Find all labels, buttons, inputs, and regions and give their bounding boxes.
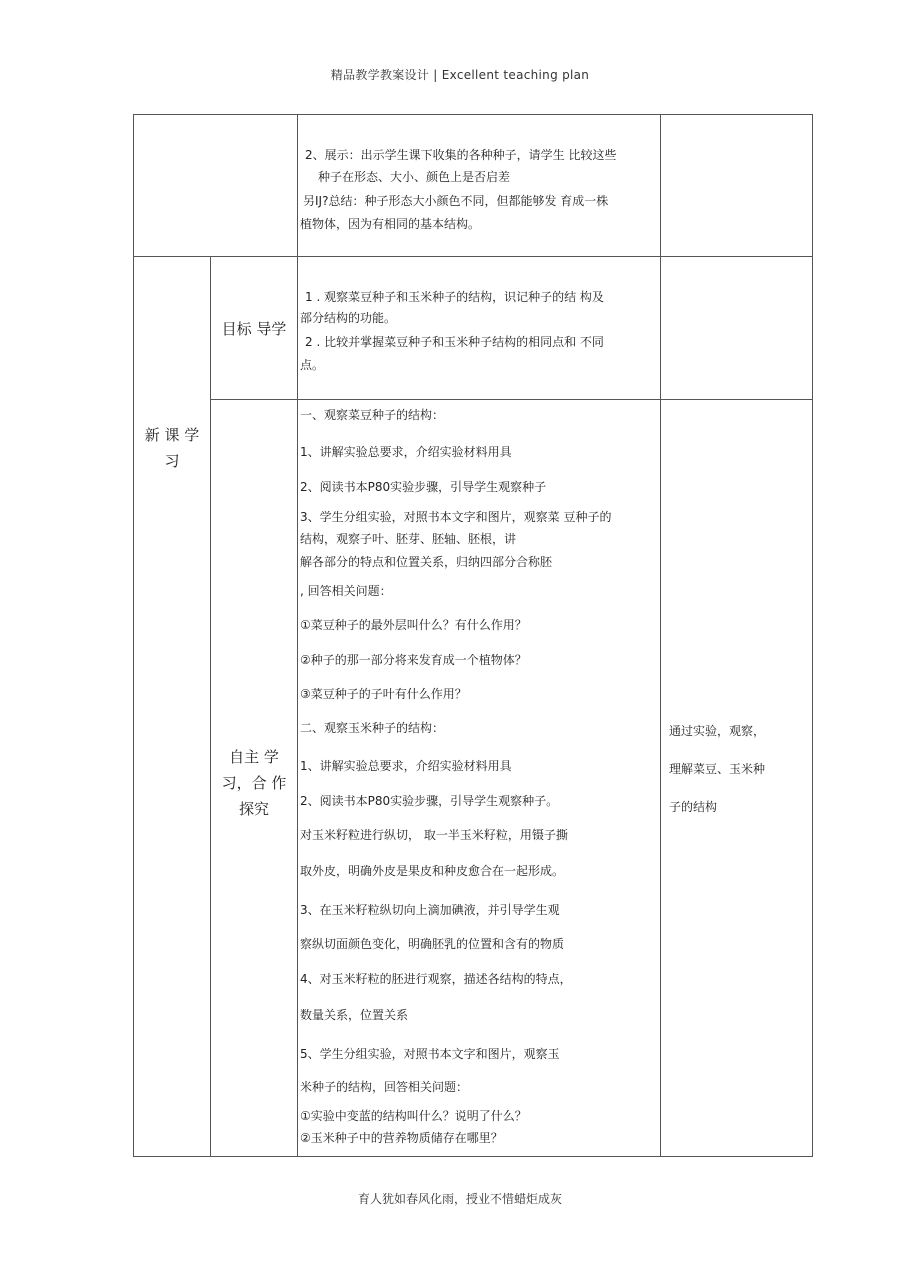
row3-note-line-1: 通过实验，观察，	[669, 724, 766, 738]
row3-line: ③菜豆种子的子叶有什么作用？	[300, 687, 467, 701]
row3-line: 结构，观察子叶、胚芽、胚轴、胚根，讲	[300, 532, 517, 546]
row3-label-line-2: 习，合 作	[221, 774, 287, 792]
row3-line: ②种子的那一部分将来发育成一个植物体？	[300, 653, 527, 667]
row3-line: 4、对玉米籽粒的胚进行观察，描述各结构的特点，	[300, 972, 572, 986]
row3-line: 1、讲解实验总要求，介绍实验材料用具	[300, 759, 512, 773]
row3-label-line-3: 探究	[238, 800, 269, 818]
row3-line: 一、观察菜豆种子的结构：	[300, 408, 445, 422]
row2-line-1: 1 . 观察菜豆种子和玉米种子的结构，识记种子的结 构及	[305, 290, 604, 304]
row3-line: 取外皮，明确外皮是果皮和种皮愈合在一起形成。	[300, 864, 565, 878]
row2-line-2: 部分结构的功能。	[300, 311, 397, 325]
row3-line: 解各部分的特点和位置关系，归纳四部分合称胚	[300, 555, 553, 569]
page-footer: 育人犹如春风化雨，授业不惜蜡炬成灰	[357, 1192, 562, 1206]
section-label-line-2: 习	[164, 452, 180, 470]
row3-line: 对玉米籽粒进行纵切， 取一半玉米籽粒，用镊子撕	[300, 828, 568, 842]
row1-line-1: 2、展示：出示学生课下收集的各种种子，请学生 比较这些	[305, 148, 617, 162]
table-border-left	[133, 114, 134, 1157]
row2-line-3: 2 . 比较并掌握菜豆种子和玉米种子结构的相同点和 不同	[305, 335, 604, 349]
row3-line: 米种子的结构，回答相关问题：	[300, 1080, 469, 1094]
row1-line-4: 植物体，因为有相同的基本结构。	[300, 217, 481, 231]
row3-line: 察纵切面颜色变化，明确胚乳的位置和含有的物质	[300, 937, 565, 951]
row3-note-line-3: 子的结构	[669, 800, 718, 814]
row2-label: 目标 导学	[221, 320, 287, 338]
row3-line: 数量关系，位置关系	[300, 1008, 409, 1022]
table-border-row2-bottom	[210, 399, 812, 400]
row3-line: 3、学生分组实验，对照书本文字和图片，观察菜 豆种子的	[300, 510, 612, 524]
row3-line: ②玉米种子中的营养物质储存在哪里？	[300, 1131, 503, 1145]
row3-line: 2、阅读书本P80实验步骤，引导学生观察种子。	[300, 794, 559, 808]
row3-line: ①菜豆种子的最外层叫什么？有什么作用？	[300, 618, 527, 632]
table-border-col3	[660, 114, 661, 1157]
row3-note-line-2: 理解菜豆、玉米种	[669, 762, 766, 776]
table-border-right	[812, 114, 813, 1157]
table-border-col1	[210, 256, 211, 1157]
row1-line-2: 种子在形态、大小、颜色上是否启差	[318, 170, 511, 184]
row3-line: 2、阅读书本P80实验步骤，引导学生观察种子	[300, 480, 547, 494]
table-border-top	[133, 114, 812, 115]
row2-line-4: 点。	[300, 358, 325, 372]
row3-line: ①实验中变蓝的结构叫什么？说明了什么？	[300, 1109, 527, 1123]
section-label	[134, 422, 210, 474]
row3-label-line-1: 自主 学	[229, 748, 279, 766]
table-border-row1-bottom	[133, 256, 812, 257]
row3-label	[211, 744, 297, 822]
row3-line: , 回答相关问题：	[300, 584, 392, 598]
row3-line: 二、观察玉米种子的结构：	[300, 721, 445, 735]
section-label-line-1: 新 课 学	[144, 426, 200, 444]
row1-line-3: 另IJ?总结：种子形态大小颜色不同，但都能够发 育成一株	[303, 194, 609, 208]
row3-line: 1、讲解实验总要求，介绍实验材料用具	[300, 445, 512, 459]
page-header: 精品教学教案设计 | Excellent teaching plan	[330, 68, 590, 82]
row3-line: 3、在玉米籽粒纵切向上滴加碘液，并引导学生观	[300, 903, 560, 917]
table-border-col2	[297, 114, 298, 1157]
table-border-bottom	[133, 1156, 812, 1157]
row3-line: 5、学生分组实验，对照书本文字和图片，观察玉	[300, 1047, 560, 1061]
